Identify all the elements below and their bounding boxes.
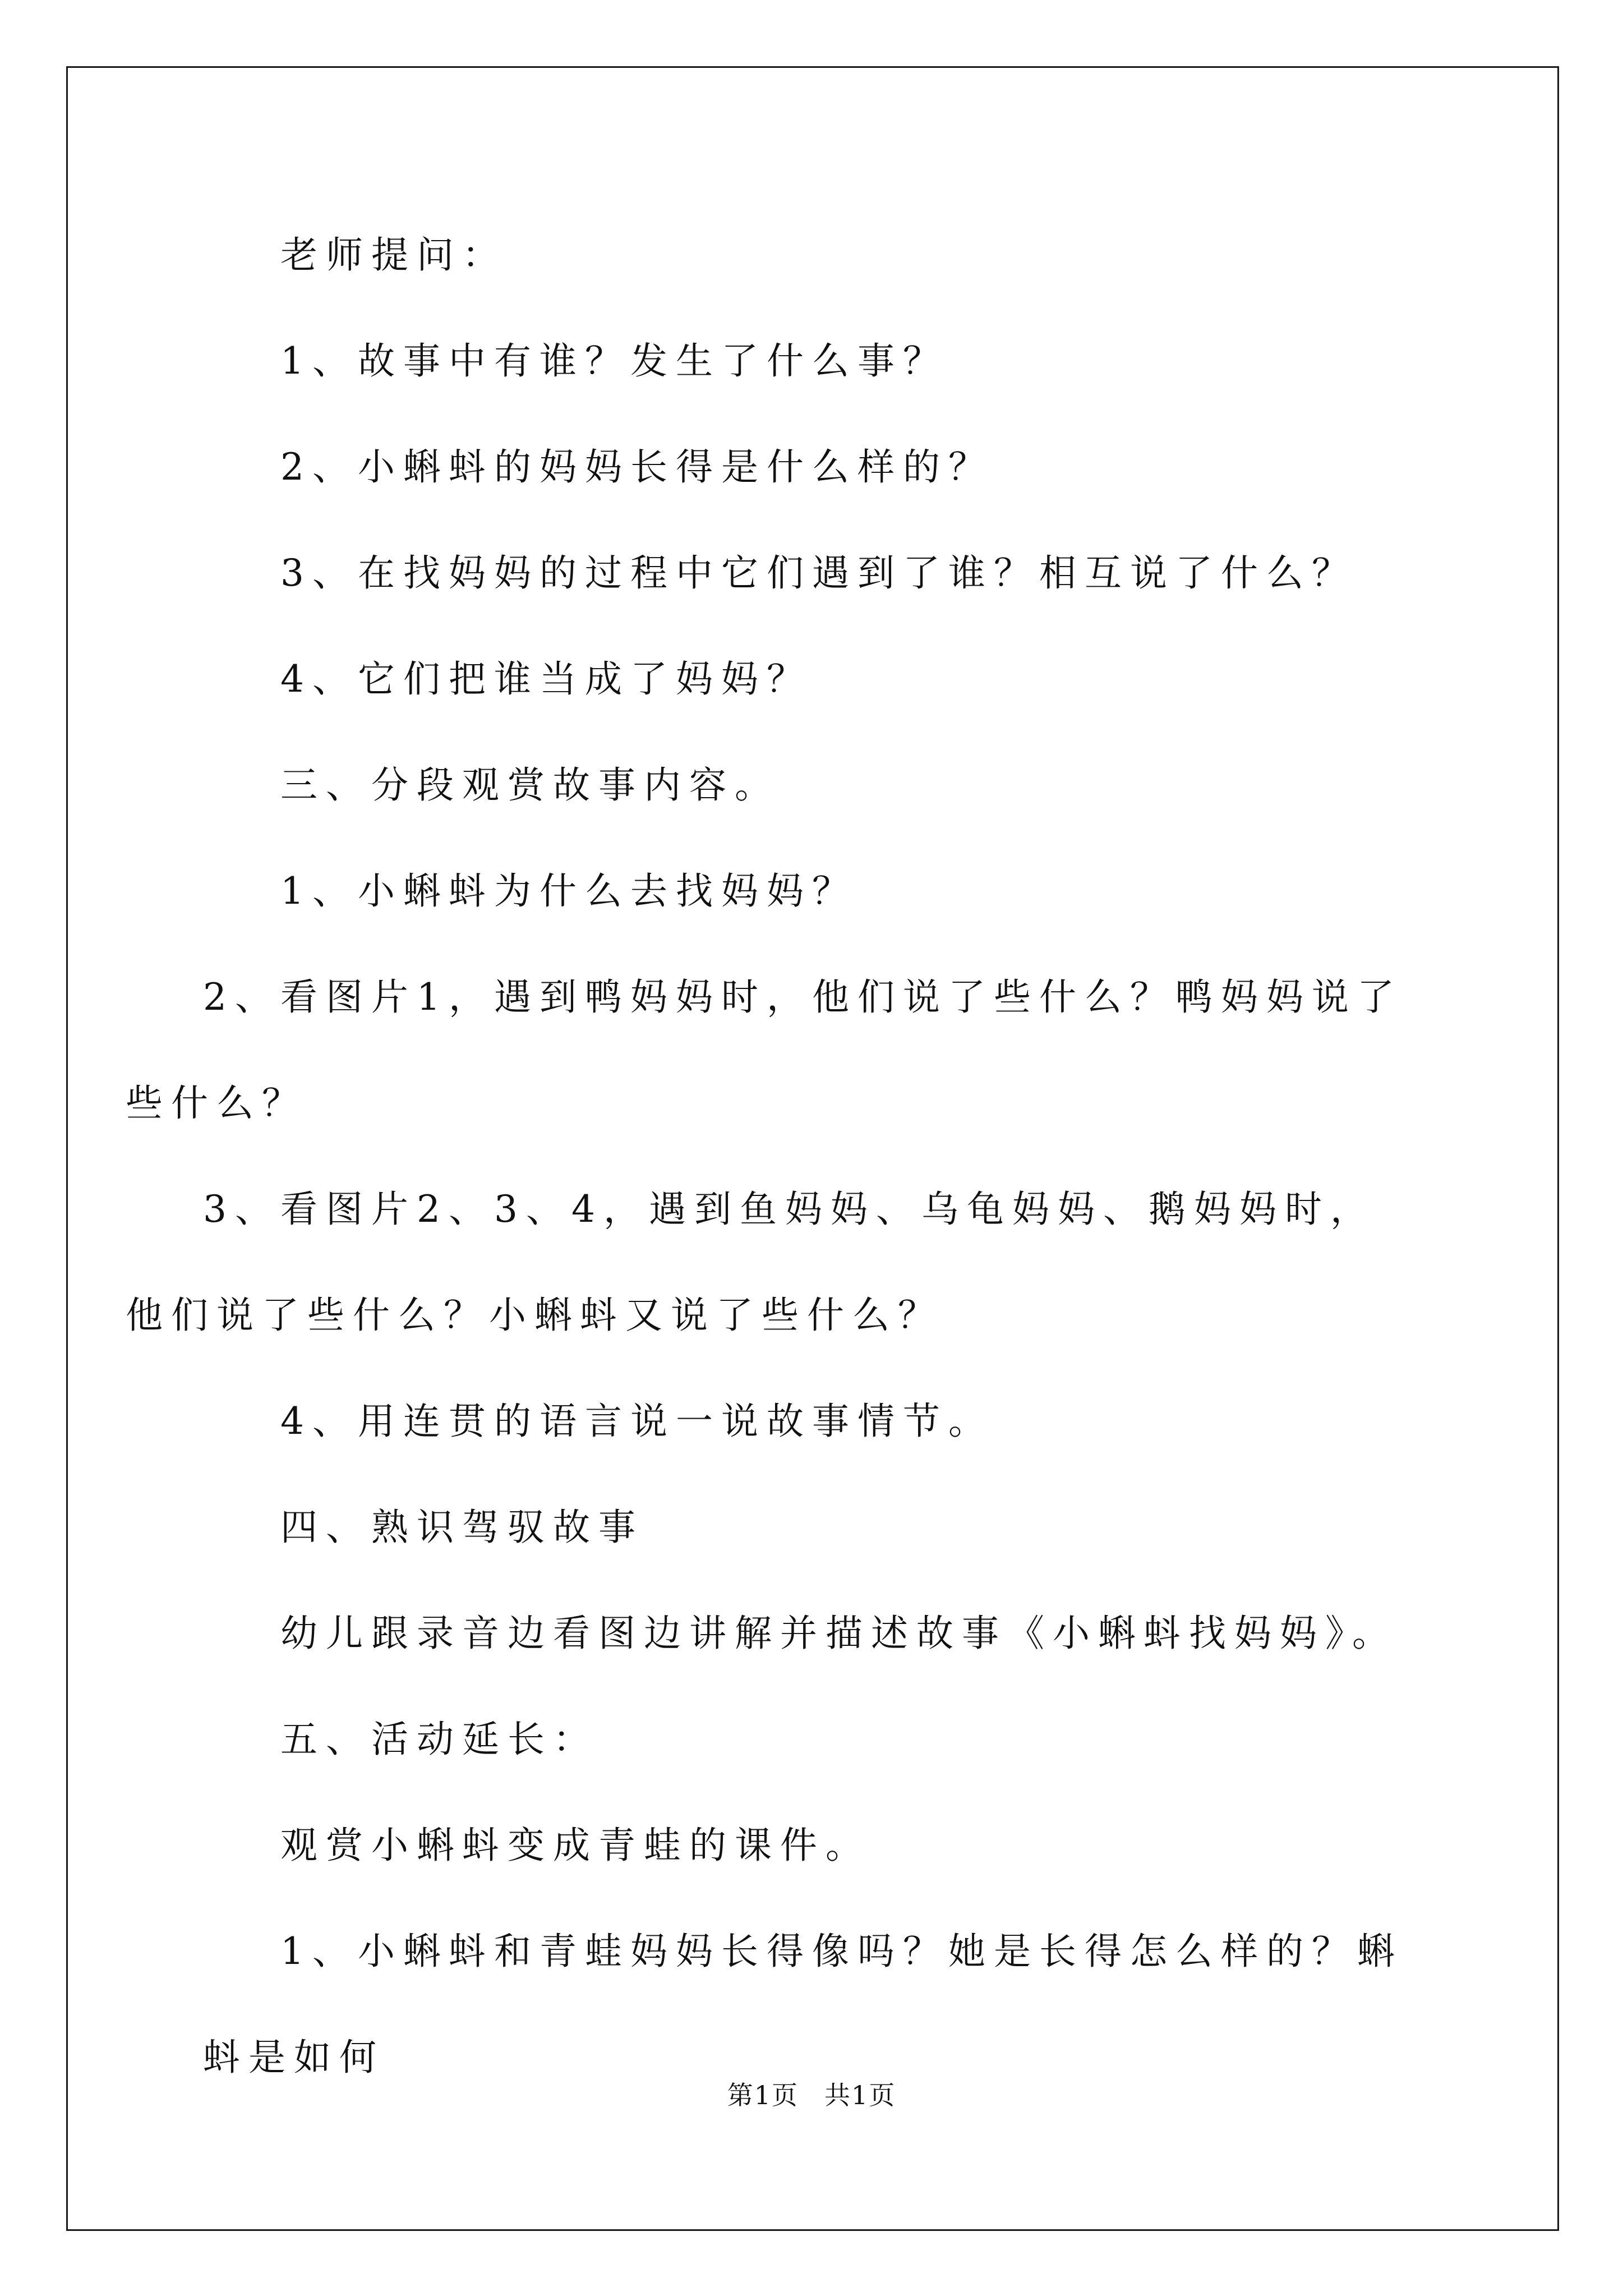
paragraph: 3、看图片2、3、4，遇到鱼妈妈、乌龟妈妈、鹅妈妈时，他们说了些什么？小蝌蚪又说了些什么？ bbox=[126, 1188, 1376, 1337]
paragraph: 3、在找妈妈的过程中它们遇到了谁？相互说了什么？ bbox=[280, 551, 1357, 595]
paragraph: 观赏小蝌蚪变成青蛙的课件。 bbox=[280, 1824, 871, 1867]
paragraph: 1、故事中有谁？发生了什么事？ bbox=[280, 339, 948, 383]
paragraph: 4、用连贯的语言说一说故事情节。 bbox=[280, 1400, 994, 1443]
page-footer bbox=[0, 2078, 1623, 2112]
paragraph: 1、小蝌蚪为什么去找妈妈？ bbox=[280, 869, 857, 913]
section-heading: 四、熟识驾驭故事 bbox=[280, 1506, 644, 1549]
page-number-total: 共1页 bbox=[824, 2080, 896, 2110]
section-heading: 五、活动延长： bbox=[280, 1718, 598, 1761]
document-body bbox=[126, 202, 1426, 2110]
section-heading: 三、分段观赏故事内容。 bbox=[280, 763, 780, 807]
paragraph: 老师提问： bbox=[280, 233, 508, 277]
page-number-current: 第1页 bbox=[727, 2080, 799, 2110]
paragraph: 2、小蝌蚪的妈妈长得是什么样的？ bbox=[280, 445, 994, 489]
paragraph: 4、它们把谁当成了妈妈？ bbox=[280, 657, 812, 701]
paragraph: 幼儿跟录音边看图边讲解并描述故事《小蝌蚪找妈妈》。 bbox=[280, 1612, 1398, 1655]
paragraph: 2、看图片1，遇到鸭妈妈时，他们说了些什么？鸭妈妈说了些什么？ bbox=[126, 976, 1403, 1125]
paragraph: 1、小蝌蚪和青蛙妈妈长得像吗？她是长得怎么样的？蝌蚪是如何 bbox=[203, 1930, 1403, 2079]
